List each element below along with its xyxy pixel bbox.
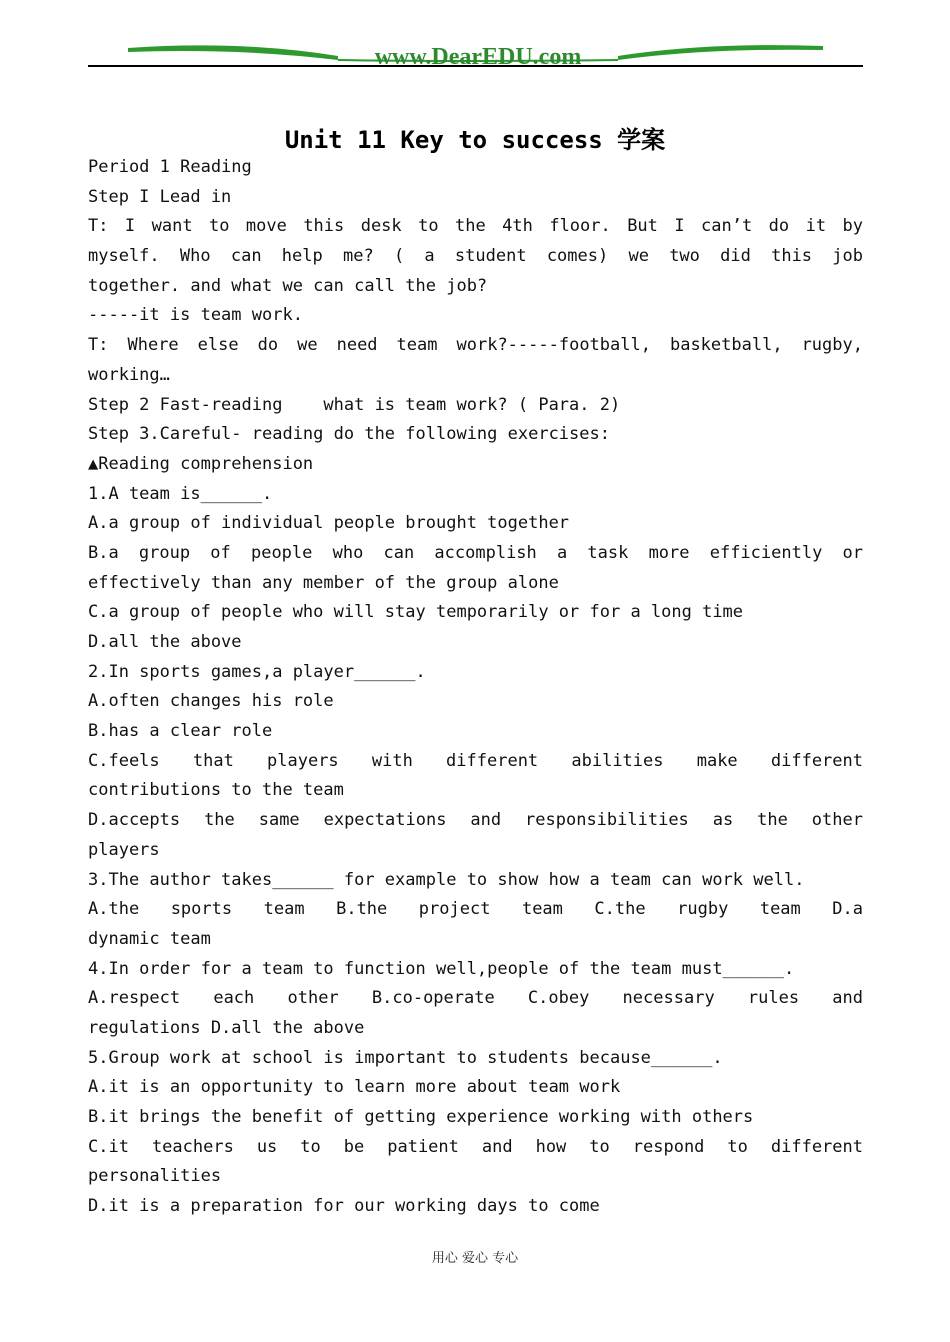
text-line: contributions to the team	[88, 780, 344, 801]
text-line: D.all the above	[88, 632, 242, 652]
text-line: 4.In order for a team to function well,people of the team must______.	[88, 958, 795, 979]
page-footer: 用心 爱心 专心	[431, 1251, 519, 1266]
text-line: A.the sports team B.the project team C.the rugby team D.a	[88, 899, 863, 920]
text-line: C.a group of people who will stay temporarily or for a long time	[88, 602, 744, 623]
text-line: C.feels that players with different abilities make different	[88, 750, 863, 771]
text-line: -----it is team work.	[88, 305, 303, 326]
text-line: 1.A team is______.	[88, 483, 273, 504]
dearedu-logo	[88, 38, 863, 68]
text-line: Step 3.Careful- reading do the following exercises:	[88, 424, 610, 445]
text-line: personalities	[88, 1166, 222, 1187]
text-line: B.has a clear role	[88, 721, 273, 742]
text-line: T: Where else do we need team work?-----football, basketball, rugby,	[88, 335, 863, 356]
text-line: dynamic team	[88, 928, 211, 949]
text-line: A.respect each other B.co-operate C.obey necessary rules and	[88, 988, 863, 1009]
text-line: A.often changes his role	[88, 691, 334, 712]
text-line: D.it is a preparation for our working days to come	[88, 1196, 600, 1217]
text-line: Step I Lead in	[88, 186, 232, 207]
text-line: Step 2 Fast-reading what is team work? ( Para. 2)	[88, 394, 621, 415]
text-line: D.accepts the same expectations and responsibilities as the other	[88, 810, 863, 831]
text-line: C.it teachers us to be patient and how to respond to different	[88, 1136, 863, 1157]
page-title: Unit 11 Key to success 学案	[284, 126, 666, 154]
text-line: working…	[88, 364, 170, 385]
text-line: 5.Group work at school is important to students because______.	[88, 1047, 723, 1068]
text-line: myself. Who can help me? ( a student comes) we two did this job	[88, 246, 863, 267]
text-line: B.a group of people who can accomplish a task more efficiently or	[88, 542, 863, 563]
text-line: A.a group of individual people brought together	[88, 513, 570, 534]
header-banner	[88, 38, 863, 68]
text-line: effectively than any member of the group alone	[88, 572, 559, 593]
text-line: Period 1 Reading	[88, 157, 252, 177]
text-line: A.it is an opportunity to learn more about team work	[88, 1077, 621, 1098]
text-line: players	[88, 839, 160, 860]
header-rule	[88, 65, 863, 67]
text-line: 3.The author takes______ for example to show how a team can work well.	[88, 869, 805, 890]
text-line: T: I want to move this desk to the 4th floor. But I can’t do it by	[88, 216, 863, 237]
document-body	[88, 153, 863, 1222]
logo-text: www.DearEDU.com	[374, 44, 582, 68]
text-line: 2.In sports games,a player______.	[88, 661, 426, 682]
text-line: ▲Reading comprehension	[88, 453, 314, 474]
text-line: B.it brings the benefit of getting experience working with others	[88, 1107, 754, 1127]
text-line: regulations D.all the above	[88, 1017, 365, 1038]
text-line: together. and what we can call the job?	[88, 275, 488, 296]
